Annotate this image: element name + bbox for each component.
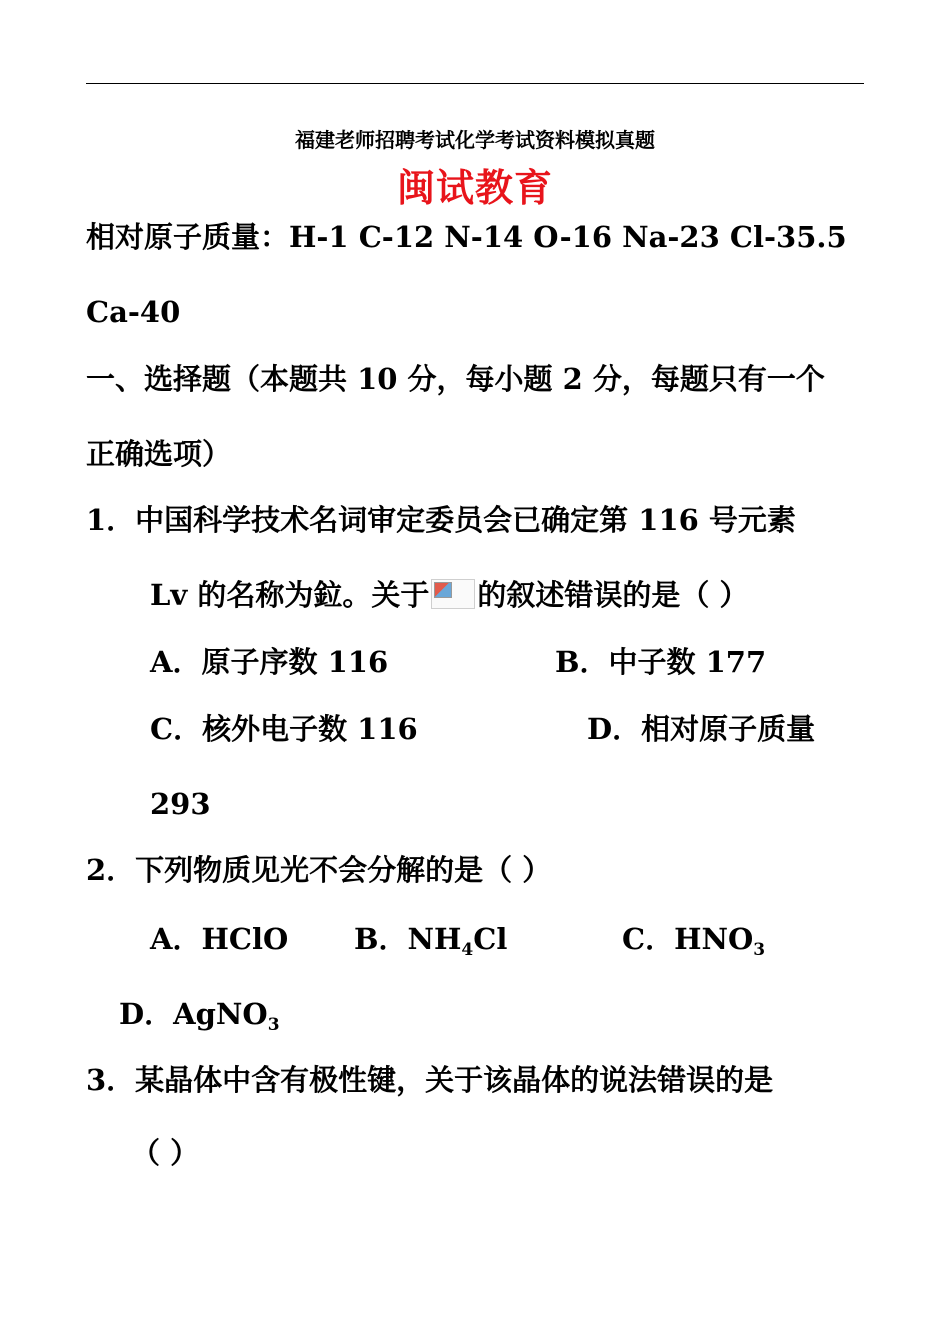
question-2-option-b xyxy=(354,922,508,960)
question-1-option-d-cont: 293 xyxy=(150,787,211,821)
section-heading-line1: 一、选择题（本题共 10 分，每小题 2 分，每题只有一个 xyxy=(86,362,825,396)
option-b-subscript: 4 xyxy=(461,940,474,960)
question-2-stem: 2．下列物质见光不会分解的是（ ） xyxy=(86,853,552,887)
atomic-masses-line2: Ca-40 xyxy=(86,295,181,329)
option-d-subscript: 3 xyxy=(267,1015,280,1035)
option-c-formula-main: C．HNO xyxy=(622,922,754,956)
question-2-option-d xyxy=(119,997,280,1035)
atomic-masses-line1: 相对原子质量：H-1 C-12 N-14 O-16 Na-23 Cl-35.5 xyxy=(86,220,847,254)
option-b-formula-tail: Cl xyxy=(473,922,508,956)
question-1-text-b: 的叙述错误的是（ ） xyxy=(477,578,749,612)
question-1-option-d: D．相对原子质量 xyxy=(587,712,816,746)
brand-title: 闽试教育 xyxy=(396,165,553,210)
option-c-subscript: 3 xyxy=(753,940,766,960)
broken-image-icon xyxy=(431,579,475,609)
question-1-option-c: C．核外电子数 116 xyxy=(150,712,418,746)
section-heading-line2: 正确选项） xyxy=(86,437,232,471)
option-b-formula-main: B．NH xyxy=(354,922,462,956)
question-1-option-b: B．中子数 177 xyxy=(555,645,767,679)
question-3-stem: 3．某晶体中含有极性键，关于该晶体的说法错误的是 xyxy=(86,1063,774,1097)
question-1-text-a: Lv 的名称为鉝。关于 xyxy=(150,578,430,612)
question-3-answer-paren: （ ） xyxy=(131,1136,200,1170)
question-1-stem-cont xyxy=(150,578,748,612)
option-d-formula-main: D．AgNO xyxy=(119,997,268,1031)
header-rule xyxy=(86,83,864,84)
question-2-option-a: A．HClO xyxy=(150,922,289,956)
question-1-option-a: A．原子序数 116 xyxy=(150,645,389,679)
question-1-stem: 1．中国科学技术名词审定委员会已确定第 116 号元素 xyxy=(86,503,796,537)
question-2-option-c xyxy=(622,922,766,960)
document-header-title: 福建老师招聘考试化学考试资料模拟真题 xyxy=(295,128,655,152)
